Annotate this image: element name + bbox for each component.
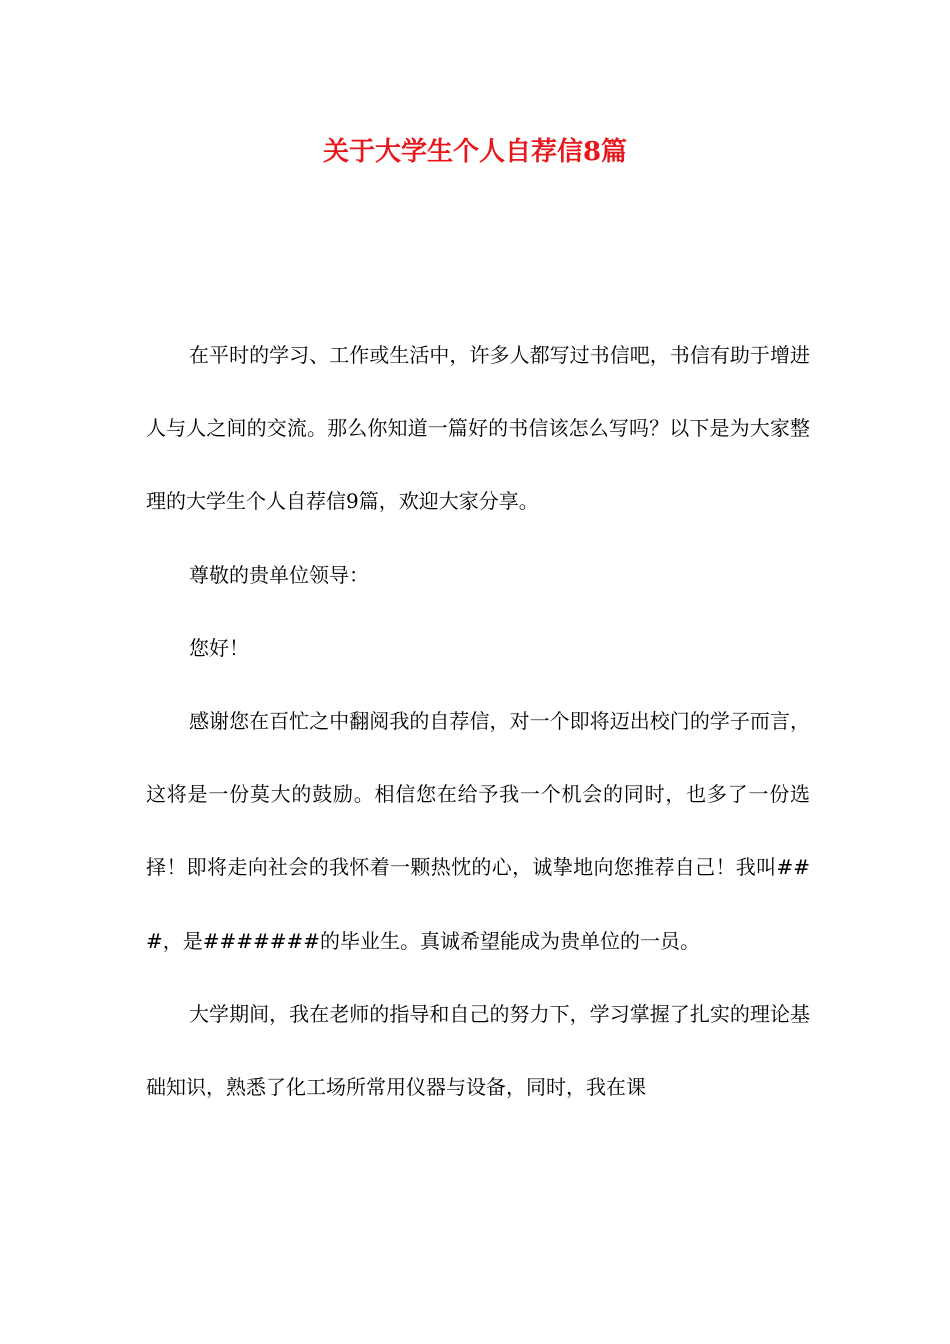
document-title: 关于大学生个人自荐信8篇 (322, 137, 628, 167)
paragraph-greeting: 您好！ (189, 635, 249, 660)
paragraph-salutation: 尊敬的贵单位领导： (189, 562, 369, 587)
document-body (146, 319, 810, 1124)
paragraph-thanks: 感谢您在百忙之中翻阅我的自荐信，对一个即将迈出校门的学子而言，这将是一份莫大的鼓励。相信您在给予我一个机会的同时，也多了一份选择！即将走向社会的我怀着一颗热忱的心，诚挚地向您推荐自己！我叫###，是#######的毕业生。真诚希望能成为贵单位的一员。 (146, 709, 810, 953)
paragraph-intro: 在平时的学习、工作或生活中，许多人都写过书信吧，书信有助于增进人与人之间的交流。那么你知道一篇好的书信该怎么写吗？以下是为大家整理的大学生个人自荐信9篇，欢迎大家分享。 (146, 343, 810, 514)
paragraph-study: 大学期间，我在老师的指导和自己的努力下，学习掌握了扎实的理论基础知识，熟悉了化工场所常用仪器与设备，同时，我在课 (146, 1001, 810, 1100)
